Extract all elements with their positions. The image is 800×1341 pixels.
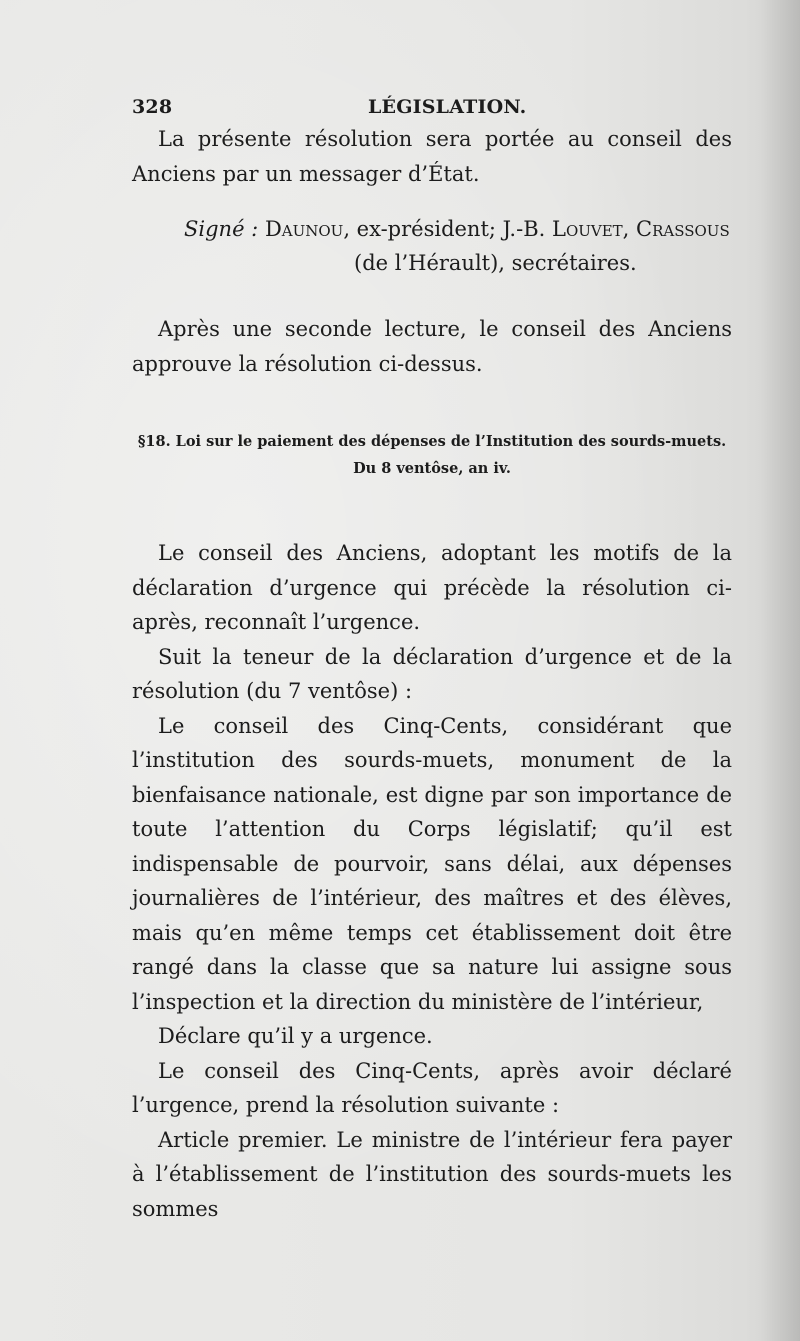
signature-line-2: (de l’Hérault), secrétaires.: [354, 251, 637, 275]
body-paragraph-3: Le conseil des Cinq-Cents, considérant que l’institution des sourds-muets, monument de la bienfaisance nationale, est digne par son importance de toute l’attention du Corps législatif; qu’il est indispensable de pourvoir, sans délai, aux dépenses journalières de l’intérieur, des maîtres et des élèves, mais qu’en même temps cet établissement doit être rangé dans la classe que sa nature lui assigne sous l’inspection et la direction du ministère de l’intérieur,: [132, 713, 732, 1014]
approval-paragraph: Après une seconde lecture, le conseil des Anciens approuve la résolution ci-dessus.: [132, 317, 732, 376]
section-date: Du 8 ventôse, an iv.: [353, 460, 511, 477]
page-gutter-shadow: [760, 0, 800, 1341]
signatory-daunou: Daunou: [264, 217, 344, 241]
page-header: [132, 96, 732, 122]
signature-role-1: , ex-président; J.-B.: [343, 217, 552, 241]
intro-paragraph: La présente résolution sera portée au conseil des Anciens par un messager d’État.: [132, 127, 732, 186]
running-head: LÉGISLATION.: [368, 96, 527, 118]
signatory-louvet: Louvet: [552, 217, 623, 241]
intro-block: [132, 122, 732, 191]
body-paragraph-4: Déclare qu’il y a urgence.: [158, 1024, 433, 1048]
signature-label: Signé :: [184, 217, 259, 241]
signature-separator: ,: [622, 217, 637, 241]
body-paragraph-5: Le conseil des Cinq-Cents, après avoir déclaré l’urgence, prend la résolution suivante :: [132, 1058, 732, 1117]
approval-block: [132, 312, 732, 381]
body-paragraph-2: Suit la teneur de la déclaration d’urgence et de la résolution (du 7 ventôse) :: [132, 644, 732, 703]
body-text: [132, 536, 732, 1226]
signatory-crassous: Crassous: [636, 217, 730, 241]
signature-block: [132, 212, 732, 280]
body-paragraph-6: Article premier. Le ministre de l’intérieur fera payer à l’établissement de l’institution des sourds-muets les sommes: [132, 1127, 732, 1221]
signature-line-1: [132, 212, 732, 246]
section-title: §18. Loi sur le paiement des dépenses de l’Institution des sourds-muets.: [137, 433, 727, 450]
section-heading: [132, 428, 732, 482]
page-number: 328: [132, 96, 173, 118]
body-paragraph-1: Le conseil des Anciens, adoptant les motifs de la déclaration d’urgence qui précède la résolution ci-après, reconnaît l’urgence.: [132, 541, 732, 634]
